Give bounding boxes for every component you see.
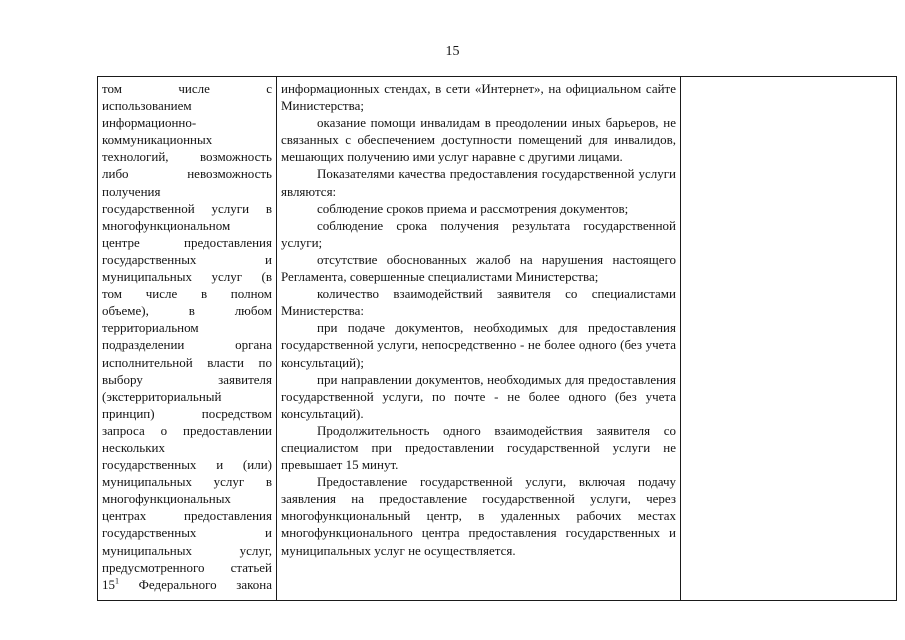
conditions-line: информационно- <box>102 115 197 131</box>
conditions-line: муниципальных услуг в <box>102 474 272 490</box>
conditions-line: том числе в полном <box>102 286 272 302</box>
conditions-text <box>102 80 272 593</box>
page-number: 15 <box>445 44 460 59</box>
conditions-line: центрах предоставления <box>102 508 272 524</box>
conditions-line: технологий, возможность <box>102 149 272 165</box>
description-paragraph: отсутствие обоснованных жалоб на нарушения настоящего Регламента, совершенные специалистами Министерства; <box>281 251 676 285</box>
description-paragraph: соблюдение сроков приема и рассмотрения документов; <box>317 200 629 216</box>
conditions-line: запроса о предоставлении <box>102 422 272 438</box>
conditions-line: подразделении органа <box>102 337 272 353</box>
conditions-line: предусмотренного статьей <box>102 559 272 575</box>
description-paragraph: информационных стендах, в сети «Интернет», на официальном сайте Министерства; <box>281 81 676 114</box>
conditions-line: использованием <box>102 98 192 114</box>
description-paragraph: соблюдение срока получения результата государственной услуги; <box>281 217 676 250</box>
description-paragraph: при направлении документов, необходимых для предоставления государственной услуги, по почте - не более одного (без учета консультаций). <box>281 371 676 421</box>
table-cell-description <box>277 77 681 601</box>
conditions-line: (экстерриториальный <box>102 388 222 404</box>
description-paragraph: Предоставление государственной услуги, включая подачу заявления на предоставление государственной услуги, через многофункциональный центр, в удаленных рабочих местах многофункционального центра предоставления государственных и муниципальных услуг не осуществляется. <box>281 474 676 558</box>
description-paragraph: оказание помощи инвалидам в преодолении иных барьеров, не связанных с обеспечением доступности помещений для инвалидов, мешающих получению ими услуг наравне с другими лицами. <box>281 115 676 165</box>
regulation-table <box>97 76 897 601</box>
description-text <box>281 80 676 559</box>
conditions-line: том числе с <box>102 81 272 96</box>
conditions-line: центре предоставления <box>102 234 272 250</box>
description-paragraph: Показателями качества предоставления государственной услуги являются: <box>281 166 676 199</box>
description-paragraph: количество взаимодействий заявителя со специалистами Министерства: <box>281 286 676 319</box>
conditions-line: государственных и (или) <box>102 457 272 473</box>
conditions-line: либо невозможность <box>102 166 272 182</box>
description-paragraph: при подаче документов, необходимых для предоставления государственной услуги, непосредственно - не более одного (без учета консультаций); <box>281 320 676 370</box>
conditions-line: многофункциональном <box>102 217 231 233</box>
table-cell-empty <box>681 77 897 601</box>
conditions-line: государственной услуги в <box>102 200 272 216</box>
conditions-line: муниципальных услуг, <box>102 542 272 558</box>
conditions-line: $15^1$ Федерального закона <box>102 576 272 592</box>
conditions-line: принцип) посредством <box>102 405 272 421</box>
table-row <box>98 77 897 601</box>
conditions-line: выбору заявителя <box>102 371 272 387</box>
conditions-line: нескольких <box>102 439 165 455</box>
conditions-line: исполнительной власти по <box>102 354 272 370</box>
conditions-line: муниципальных услуг (в <box>102 269 272 285</box>
conditions-line: коммуникационных <box>102 132 213 148</box>
conditions-line: государственных и <box>102 251 272 267</box>
description-paragraph: Продолжительность одного взаимодействия заявителя со специалистом при предоставлении государственной услуги не превышает 15 минут. <box>281 422 676 473</box>
table-cell-conditions <box>98 77 277 601</box>
conditions-line: объеме), в любом <box>102 303 272 319</box>
conditions-line: государственных и <box>102 525 272 541</box>
conditions-line: получения <box>102 183 161 199</box>
conditions-line: многофункциональных <box>102 491 231 507</box>
conditions-line: территориальном <box>102 320 199 336</box>
